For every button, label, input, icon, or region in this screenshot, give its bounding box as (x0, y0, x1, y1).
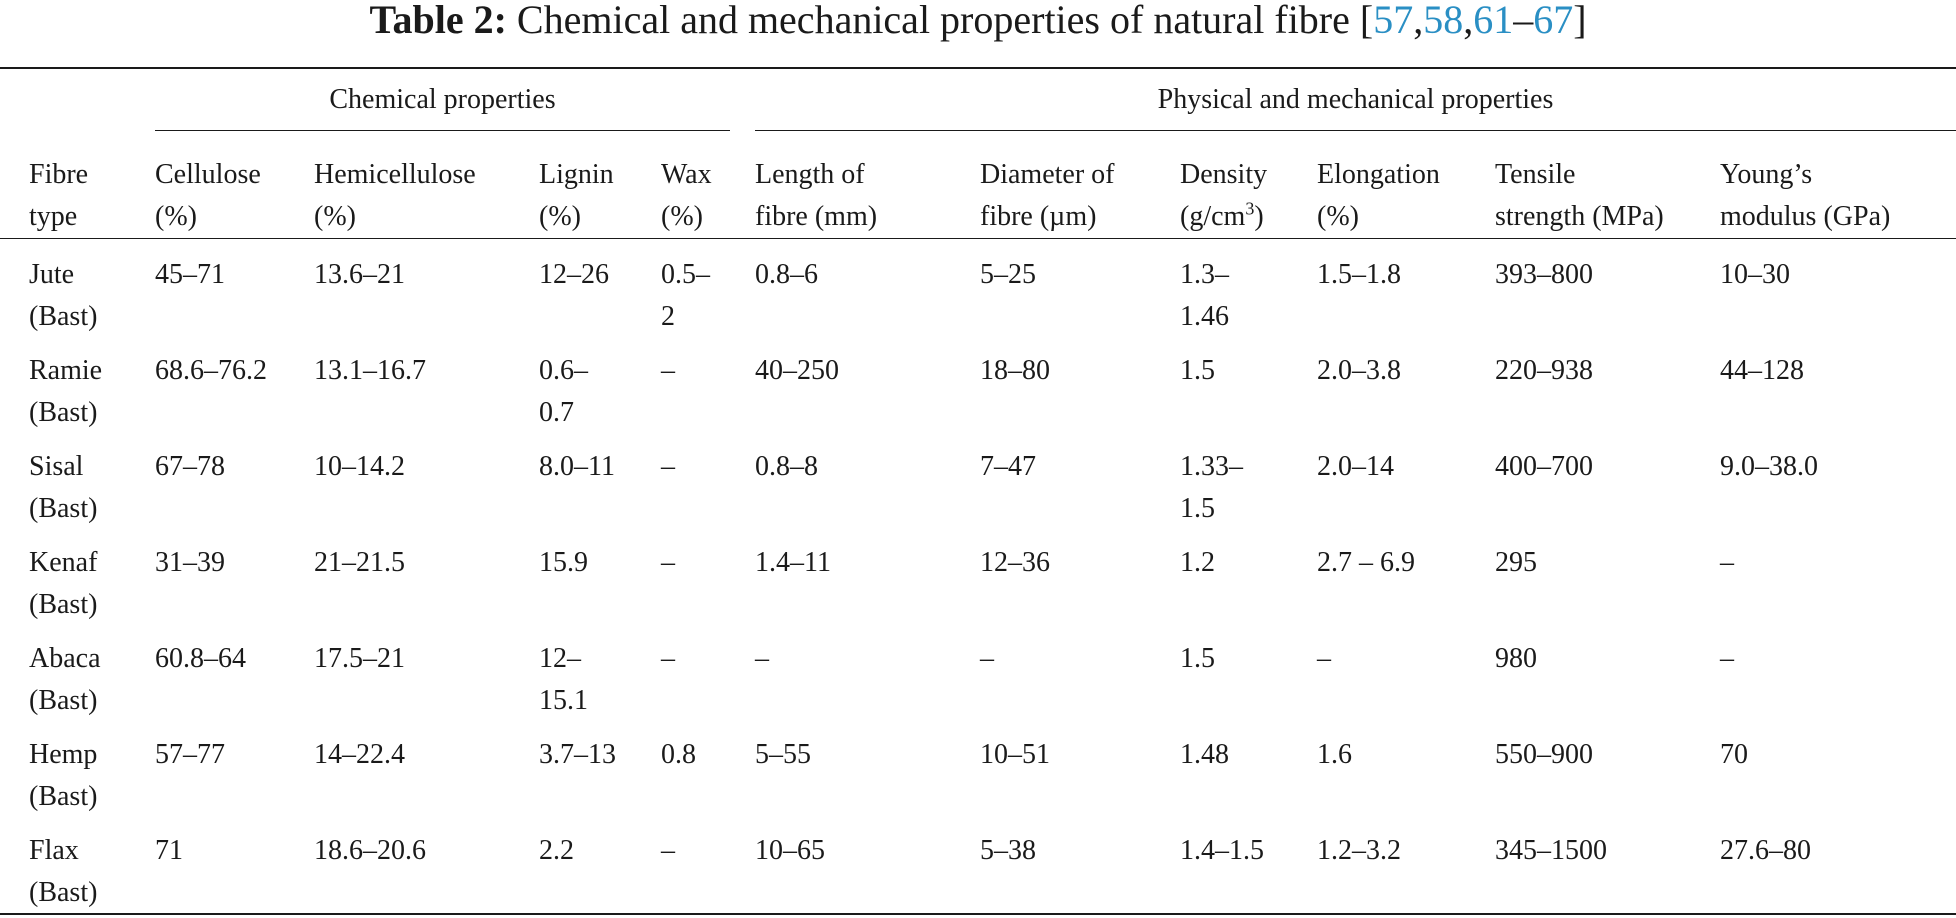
cell-youngs-modulus: 27.6–80 (1720, 835, 1811, 866)
cell-hemicellulose: 21–21.5 (314, 547, 405, 578)
table-row (0, 334, 1956, 430)
cell-lignin: 12– 15.1 (539, 643, 588, 716)
cell-elongation: 2.7 – 6.9 (1317, 547, 1415, 578)
cell-elongation: 1.6 (1317, 739, 1352, 770)
header-density-unit: (g/cm (1180, 201, 1246, 232)
cell-youngs-modulus: – (1720, 547, 1734, 578)
citation-link[interactable]: 61 (1473, 0, 1514, 42)
header-tensile-strength: Tensile strength (MPa) (1495, 159, 1664, 232)
cell-youngs-modulus: – (1720, 643, 1734, 674)
cell-cellulose: 45–71 (155, 259, 225, 290)
cell-density: 1.33– 1.5 (1180, 451, 1243, 524)
cell-elongation: – (1317, 643, 1331, 674)
cell-length: 40–250 (755, 355, 839, 386)
header-wax: Wax (%) (661, 159, 712, 232)
cell-length: – (755, 643, 769, 674)
cell-fibre-type: Sisal (Bast) (29, 451, 98, 524)
cell-tensile-strength: 400–700 (1495, 451, 1593, 482)
cell-lignin: 2.2 (539, 835, 574, 866)
cell-tensile-strength: 295 (1495, 547, 1537, 578)
cell-length: 1.4–11 (755, 547, 831, 578)
cell-tensile-strength: 980 (1495, 643, 1537, 674)
cell-hemicellulose: 13.6–21 (314, 259, 405, 290)
cell-density: 1.5 (1180, 355, 1215, 386)
table-row (0, 526, 1956, 622)
caption-comma: , (1413, 0, 1424, 42)
cell-lignin: 12–26 (539, 259, 609, 290)
cell-fibre-type: Flax (Bast) (29, 835, 98, 908)
header-youngs-modulus: Young’s modulus (GPa) (1720, 159, 1891, 232)
cell-density: 1.3– 1.46 (1180, 259, 1229, 332)
cell-diameter: – (980, 643, 994, 674)
cell-elongation: 2.0–3.8 (1317, 355, 1401, 386)
header-length: Length of fibre (mm) (755, 159, 878, 232)
cell-cellulose: 67–78 (155, 451, 225, 482)
header-density-close: ) (1254, 201, 1264, 232)
citation-link[interactable]: 57 (1373, 0, 1414, 42)
cell-diameter: 7–47 (980, 451, 1036, 482)
group-rule-physical (755, 130, 1956, 131)
cell-elongation: 2.0–14 (1317, 451, 1394, 482)
cell-diameter: 5–25 (980, 259, 1036, 290)
cell-fibre-type: Ramie (Bast) (29, 355, 103, 428)
cell-fibre-type: Kenaf (Bast) (29, 547, 98, 620)
cell-length: 0.8–8 (755, 451, 818, 482)
caption-bracket-close: ] (1573, 0, 1587, 42)
cell-density: 1.4–1.5 (1180, 835, 1264, 866)
cell-cellulose: 60.8–64 (155, 643, 246, 674)
table-caption (0, 0, 1956, 50)
cell-fibre-type: Jute (Bast) (29, 259, 98, 332)
cell-lignin: 8.0–11 (539, 451, 615, 482)
table-row (0, 622, 1956, 718)
cell-hemicellulose: 13.1–16.7 (314, 355, 426, 386)
cell-youngs-modulus: 44–128 (1720, 355, 1804, 386)
group-rule-chemical (155, 130, 730, 131)
group-header-chemical: Chemical properties (329, 84, 556, 115)
table-row (0, 238, 1956, 334)
cell-diameter: 18–80 (980, 355, 1050, 386)
cell-wax: – (661, 355, 675, 386)
header-density (1180, 154, 1267, 238)
cell-diameter: 12–36 (980, 547, 1050, 578)
cell-hemicellulose: 17.5–21 (314, 643, 405, 674)
table-bottom-rule (0, 913, 1956, 915)
cell-elongation: 1.5–1.8 (1317, 259, 1401, 290)
cell-lignin: 15.9 (539, 547, 588, 578)
cell-length: 10–65 (755, 835, 825, 866)
caption-comma: , (1463, 0, 1474, 42)
header-diameter: Diameter of fibre (µm) (980, 159, 1115, 232)
cell-hemicellulose: 14–22.4 (314, 739, 405, 770)
cell-wax: – (661, 547, 675, 578)
header-density-label: Density (1180, 159, 1268, 190)
cell-fibre-type: Hemp (Bast) (29, 739, 98, 812)
cell-hemicellulose: 10–14.2 (314, 451, 405, 482)
citation-link[interactable]: 67 (1533, 0, 1574, 42)
caption-bracket-open: [ (1359, 0, 1374, 42)
cell-length: 0.8–6 (755, 259, 818, 290)
table-row (0, 814, 1956, 910)
group-header-physical: Physical and mechanical properties (1157, 84, 1554, 115)
cell-wax: – (661, 835, 675, 866)
table-row (0, 430, 1956, 526)
cell-wax: – (661, 451, 675, 482)
cell-tensile-strength: 345–1500 (1495, 835, 1607, 866)
cell-youngs-modulus: 70 (1720, 739, 1748, 770)
table-row (0, 718, 1956, 814)
table-top-rule (0, 67, 1956, 69)
cell-youngs-modulus: 9.0–38.0 (1720, 451, 1818, 482)
header-hemicellulose: Hemicellulose (%) (314, 159, 476, 232)
cell-cellulose: 71 (155, 835, 183, 866)
cell-wax: – (661, 643, 675, 674)
header-density-exponent: 3 (1245, 198, 1255, 219)
caption-text: Chemical and mechanical properties of natural fibre (516, 0, 1350, 42)
cell-fibre-type: Abaca (Bast) (29, 643, 101, 716)
cell-diameter: 10–51 (980, 739, 1050, 770)
cell-youngs-modulus: 10–30 (1720, 259, 1790, 290)
cell-length: 5–55 (755, 739, 811, 770)
header-fibre-type: Fibre type (29, 159, 89, 232)
cell-hemicellulose: 18.6–20.6 (314, 835, 426, 866)
cell-cellulose: 57–77 (155, 739, 225, 770)
caption-label: Table 2: (369, 0, 507, 42)
cell-wax: 0.5– 2 (661, 259, 710, 332)
cell-elongation: 1.2–3.2 (1317, 835, 1401, 866)
cell-density: 1.2 (1180, 547, 1215, 578)
cell-diameter: 5–38 (980, 835, 1036, 866)
cell-density: 1.48 (1180, 739, 1229, 770)
caption-dash: – (1513, 0, 1534, 42)
cell-cellulose: 68.6–76.2 (155, 355, 267, 386)
header-elongation: Elongation (%) (1317, 159, 1440, 232)
cell-wax: 0.8 (661, 739, 696, 770)
header-cellulose: Cellulose (%) (155, 159, 261, 232)
cell-tensile-strength: 550–900 (1495, 739, 1593, 770)
cell-lignin: 3.7–13 (539, 739, 616, 770)
cell-lignin: 0.6– 0.7 (539, 355, 588, 428)
cell-cellulose: 31–39 (155, 547, 225, 578)
citation-link[interactable]: 58 (1423, 0, 1464, 42)
cell-tensile-strength: 220–938 (1495, 355, 1593, 386)
cell-tensile-strength: 393–800 (1495, 259, 1593, 290)
header-lignin: Lignin (%) (539, 159, 614, 232)
cell-density: 1.5 (1180, 643, 1215, 674)
